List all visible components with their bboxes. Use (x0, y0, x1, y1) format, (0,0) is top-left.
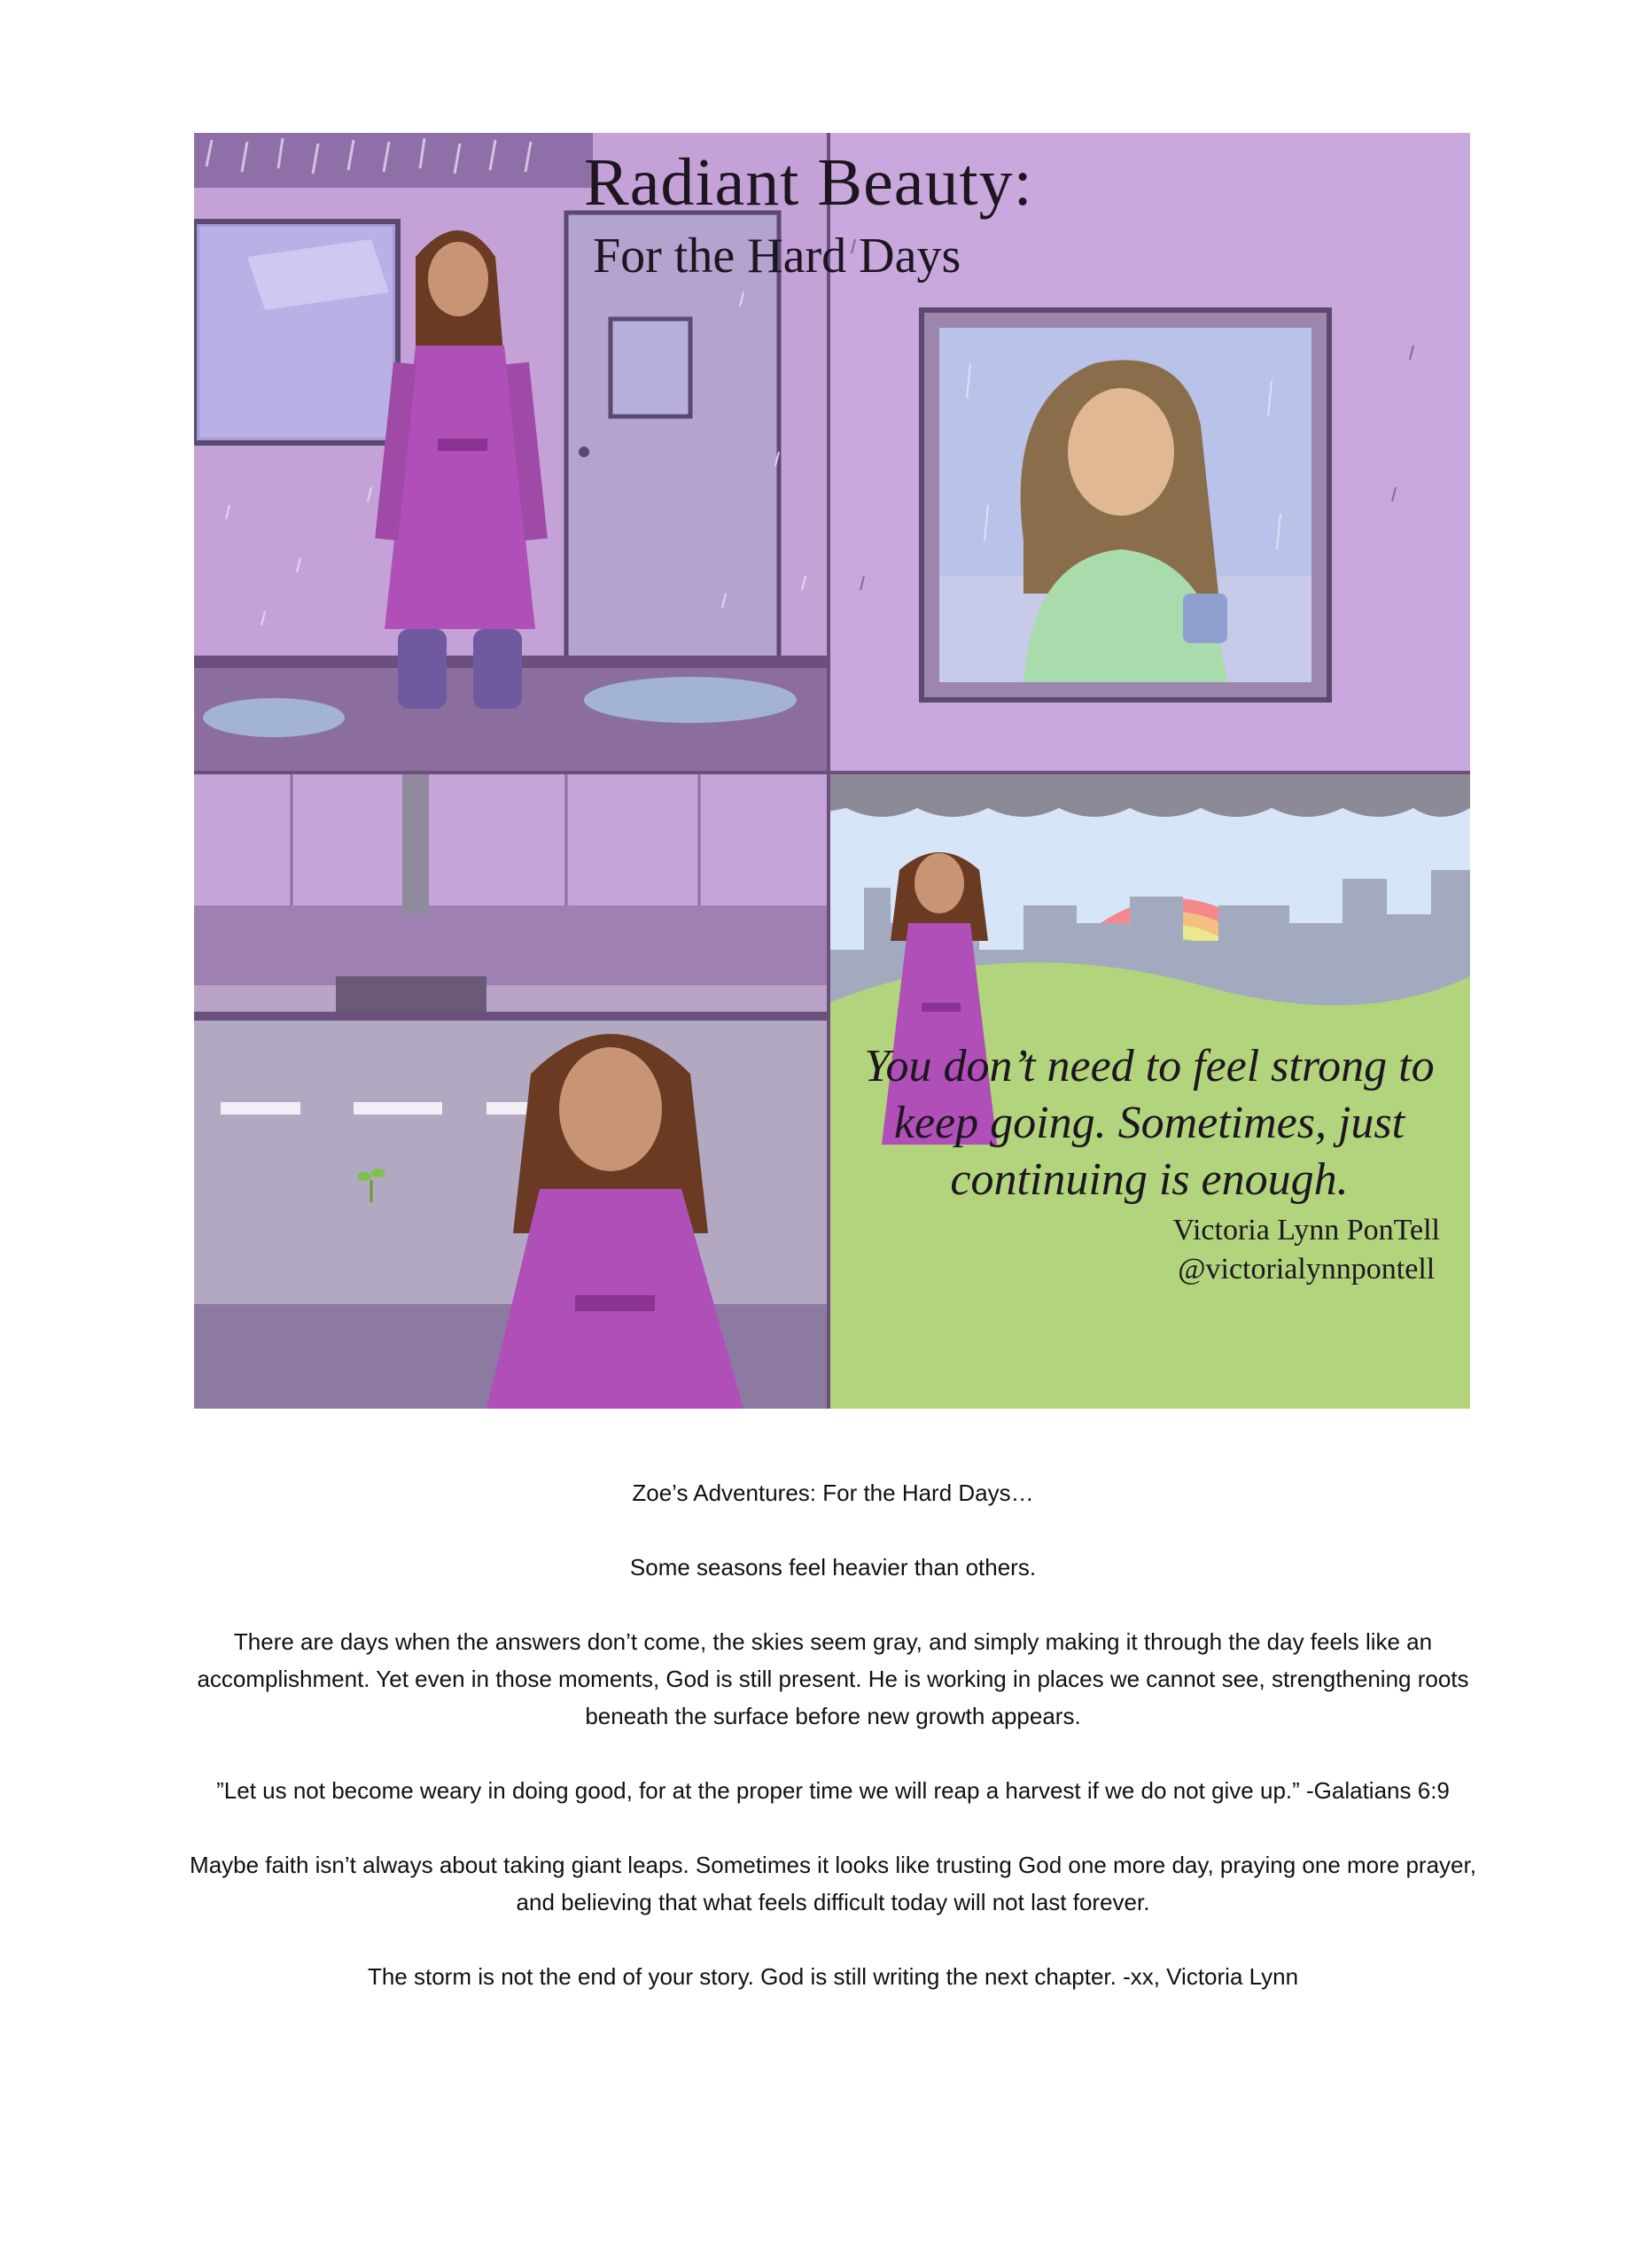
article-body (186, 1474, 1480, 2032)
comic-title (584, 140, 1116, 287)
panel-divider-horizontal (194, 771, 1470, 774)
comic-illustration (194, 133, 1470, 1409)
panel-rainbow-quote (829, 773, 1470, 1409)
author-name: Victoria Lynn PonTell (1172, 1214, 1440, 1247)
article-closing: The storm is not the end of your story. God is still writing the next chapter. -xx, Victoria Lynn (367, 1963, 1299, 1990)
comic-credit (1172, 1211, 1440, 1289)
article-heading: Zoe’s Adventures: For the Hard Days… (632, 1480, 1034, 1506)
panel-street-sprout (194, 773, 829, 1409)
article-paragraph-1: Some seasons feel heavier than others. (629, 1554, 1037, 1581)
comic-quote: You don’t need to feel strong to keep going. Sometimes, just continuing is enough. (864, 1041, 1435, 1205)
comic-title-line1: Radiant Beauty: (584, 145, 1033, 220)
article-scripture: ”Let us not become weary in doing good, for at the proper time we will reap a harvest if we do not give up.” -Galatians 6:9 (216, 1777, 1450, 1804)
article-paragraph-4: Maybe faith isn’t always about taking giant leaps. Sometimes it looks like trusting God one more day, praying one more prayer, and believing that what feels difficult today will not last forever. (190, 1852, 1476, 1915)
author-handle: @victorialynnpontell (1178, 1253, 1436, 1285)
article-paragraph-2: There are days when the answers don’t come, the skies seem gray, and simply making it through the day feels like an accomplishment. Yet even in those moments, God is still present. He is working in places we cannot see, strengthening roots beneath the surface before new growth appears. (197, 1628, 1469, 1729)
comic-title-line2: For the Hard Days (593, 229, 961, 284)
